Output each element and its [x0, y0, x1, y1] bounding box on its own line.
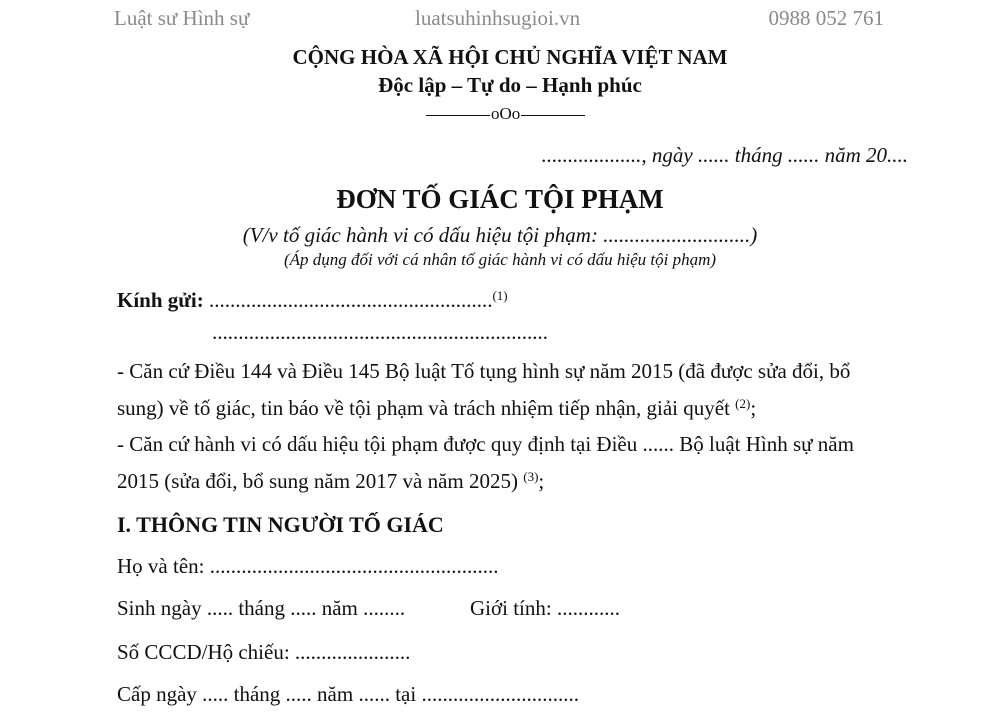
- recipient-blank-2: ................................................................: [212, 320, 548, 344]
- watermark-phone: 0988 052 761: [768, 6, 884, 30]
- basis-paragraph-2-line-2: [117, 463, 917, 500]
- footnote-ref-3: (3): [523, 469, 539, 484]
- basis-paragraph-1-end: ;: [750, 396, 757, 420]
- recipient-label: Kính gửi:: [117, 288, 204, 312]
- basis-paragraph-2-end: ;: [538, 469, 545, 493]
- national-motto: Độc lập – Tự do – Hạnh phúc: [378, 73, 642, 97]
- application-note: (Áp dụng đối với cá nhân tố giác hành vi có dấu hiệu tội phạm): [283, 250, 717, 269]
- separator-mark: oOo: [491, 104, 521, 123]
- basis-paragraph-1-text: sung) về tố giác, tin báo về tội phạm và trách nhiệm tiếp nhận, giải quyết: [117, 396, 736, 420]
- field-birth-date: Sinh ngày ..... tháng ..... năm ........: [117, 596, 406, 620]
- footnote-ref-1: (1): [492, 288, 508, 303]
- basis-paragraph-2-line-1: - Căn cứ hành vi có dấu hiệu tội phạm được quy định tại Điều ...... Bộ luật Hình sự năm: [117, 432, 854, 456]
- separator-line-right: [521, 115, 585, 116]
- field-full-name: Họ và tên: .......................................................: [117, 554, 499, 578]
- document-title: ĐƠN TỐ GIÁC TỘI PHẠM: [336, 184, 664, 214]
- recipient-blank-1: ......................................................: [203, 288, 493, 312]
- field-id-issued: Cấp ngày ..... tháng ..... năm ...... tại ..............................: [117, 682, 579, 706]
- basis-paragraph-2-text: 2015 (sửa đổi, bổ sung năm 2017 và năm 2025): [117, 469, 524, 493]
- watermark-firm-name: Luật sư Hình sự: [114, 6, 250, 30]
- field-id-number: Số CCCD/Hộ chiếu: ......................: [117, 640, 411, 664]
- document-subject: (V/v tố giác hành vi có dấu hiệu tội phạm: ............................): [242, 223, 758, 247]
- header-separator: [426, 104, 585, 124]
- field-gender: Giới tính: ............: [470, 596, 620, 620]
- date-line: ..................., ngày ...... tháng ...... năm 20....: [541, 143, 908, 167]
- basis-paragraph-1-line-1: - Căn cứ Điều 144 và Điều 145 Bộ luật Tố tụng hình sự năm 2015 (đã được sửa đổi, bổ: [117, 359, 851, 383]
- recipient-line: [117, 288, 508, 313]
- section-1-heading: I. THÔNG TIN NGƯỜI TỐ GIÁC: [117, 512, 444, 537]
- separator-line-left: [426, 115, 490, 116]
- watermark-website: luatsuhinhsugioi.vn: [415, 6, 581, 30]
- basis-paragraph-1-line-2: [117, 390, 917, 427]
- national-title: CỘNG HÒA XÃ HỘI CHỦ NGHĨA VIỆT NAM: [292, 45, 728, 69]
- footnote-ref-2: (2): [735, 396, 751, 411]
